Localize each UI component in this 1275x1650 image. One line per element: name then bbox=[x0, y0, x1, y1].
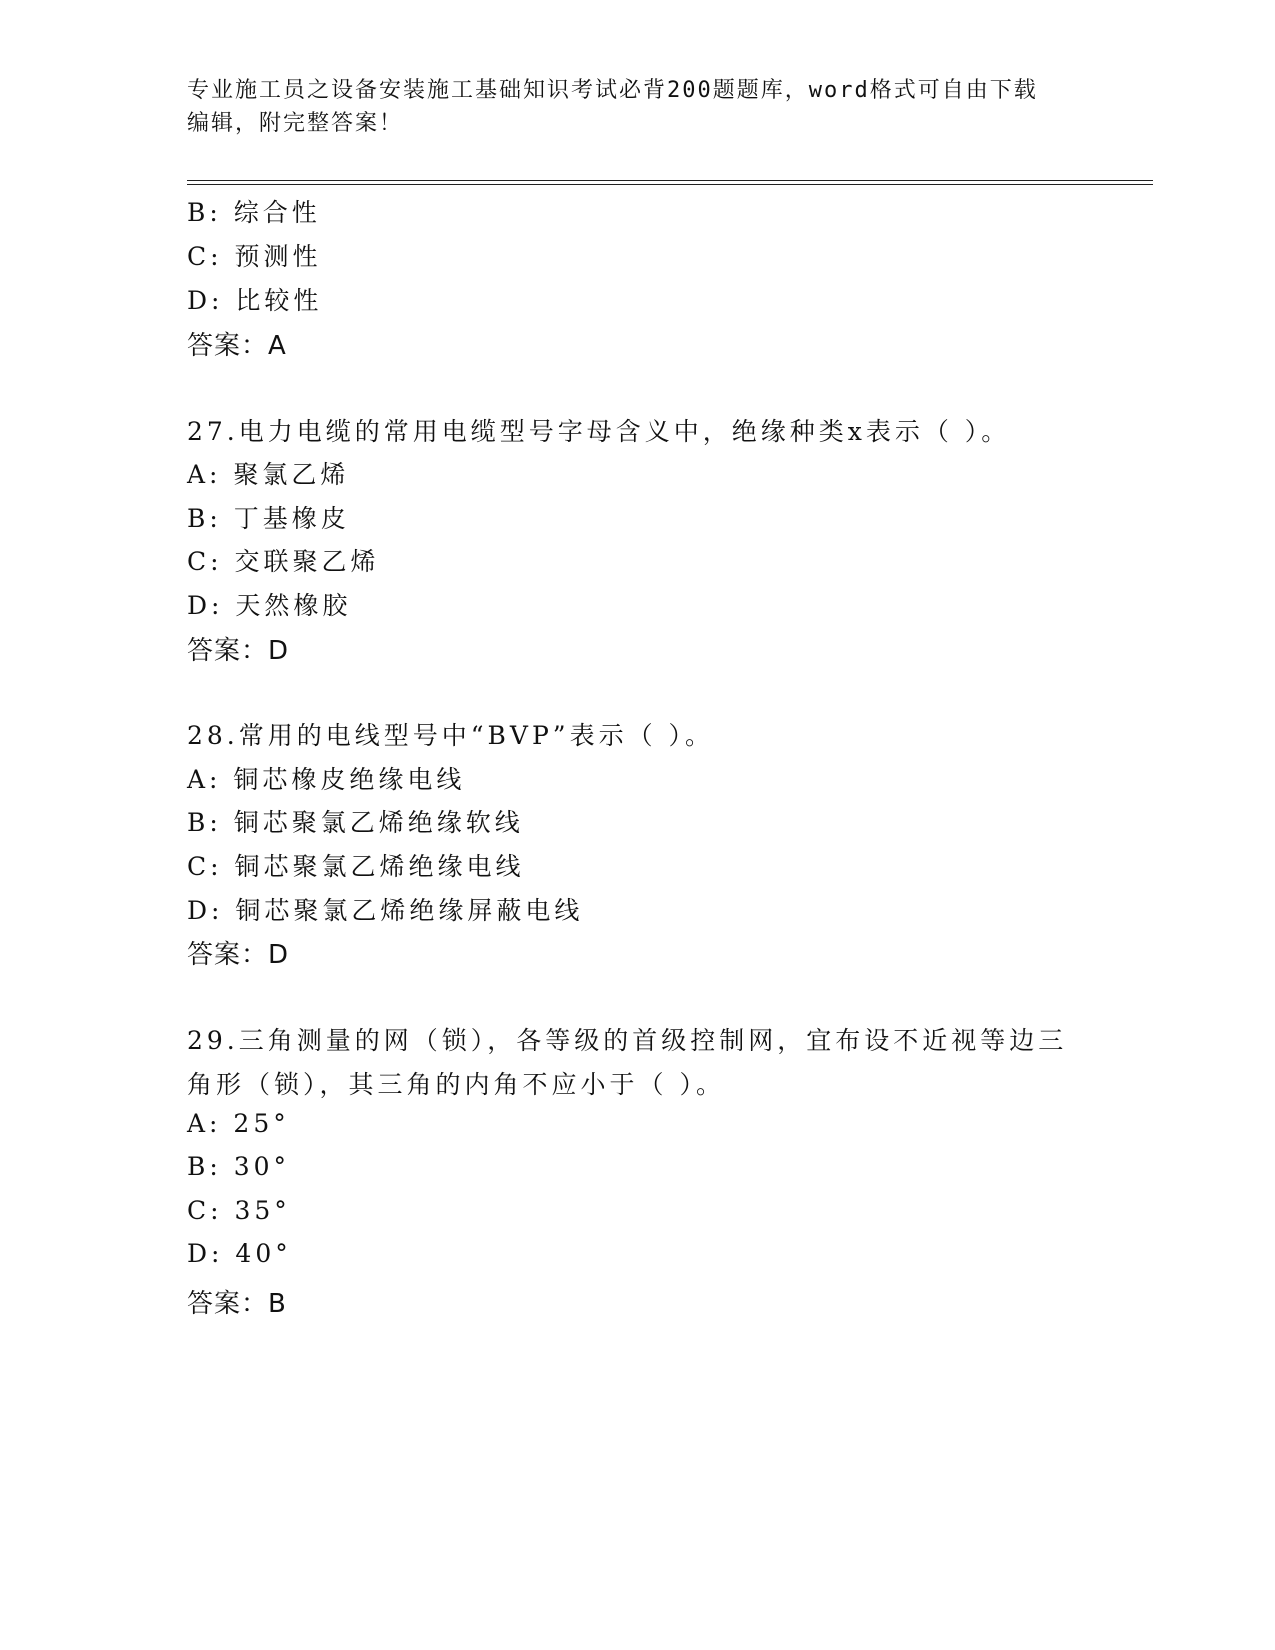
q29-option-d: D: 40° bbox=[187, 1239, 292, 1268]
q26-answer: 答案：A bbox=[187, 331, 287, 361]
q28-option-c: C: 铜芯聚氯乙烯绝缘电线 bbox=[187, 852, 525, 881]
q28-option-a: A: 铜芯橡皮绝缘电线 bbox=[187, 765, 466, 794]
q28-option-b: B: 铜芯聚氯乙烯绝缘软线 bbox=[187, 808, 524, 837]
q26-option-d: D: 比较性 bbox=[187, 286, 323, 315]
q29-option-c: C: 35° bbox=[187, 1196, 291, 1225]
q28-answer: 答案：D bbox=[187, 940, 290, 970]
q26-option-b: B: 综合性 bbox=[187, 198, 321, 227]
q27-option-c: C: 交联聚乙烯 bbox=[187, 547, 380, 576]
header-title-line-2: 编辑，附完整答案！ bbox=[187, 111, 404, 136]
q27-option-d: D: 天然橡胶 bbox=[187, 591, 352, 620]
q29-stem-line-1: 29.三角测量的网（锁），各等级的首级控制网，宜布设不近视等边三 bbox=[187, 1026, 1068, 1055]
header-divider-bottom bbox=[187, 184, 1153, 185]
q29-answer: 答案：B bbox=[187, 1289, 287, 1319]
q29-option-b: B: 30° bbox=[187, 1152, 291, 1181]
q27-option-b: B: 丁基橡皮 bbox=[187, 504, 350, 533]
document-header bbox=[187, 74, 1087, 140]
q26-option-c: C: 预测性 bbox=[187, 242, 322, 271]
header-title-line-1: 专业施工员之设备安装施工基础知识考试必背200题题库，word格式可自由下载 bbox=[187, 78, 1038, 103]
q28-stem: 28.常用的电线型号中“BVP”表示（ ）。 bbox=[187, 721, 715, 750]
q27-stem: 27.电力电缆的常用电缆型号字母含义中，绝缘种类x表示（ ）。 bbox=[187, 417, 1011, 446]
q27-answer: 答案：D bbox=[187, 636, 290, 666]
q29-option-a: A: 25° bbox=[187, 1109, 290, 1138]
q29-stem-line-2: 角形（锁），其三角的内角不应小于（ ）。 bbox=[187, 1070, 725, 1099]
q27-option-a: A: 聚氯乙烯 bbox=[187, 460, 350, 489]
q28-option-d: D: 铜芯聚氯乙烯绝缘屏蔽电线 bbox=[187, 896, 584, 925]
header-divider-top bbox=[187, 180, 1153, 181]
